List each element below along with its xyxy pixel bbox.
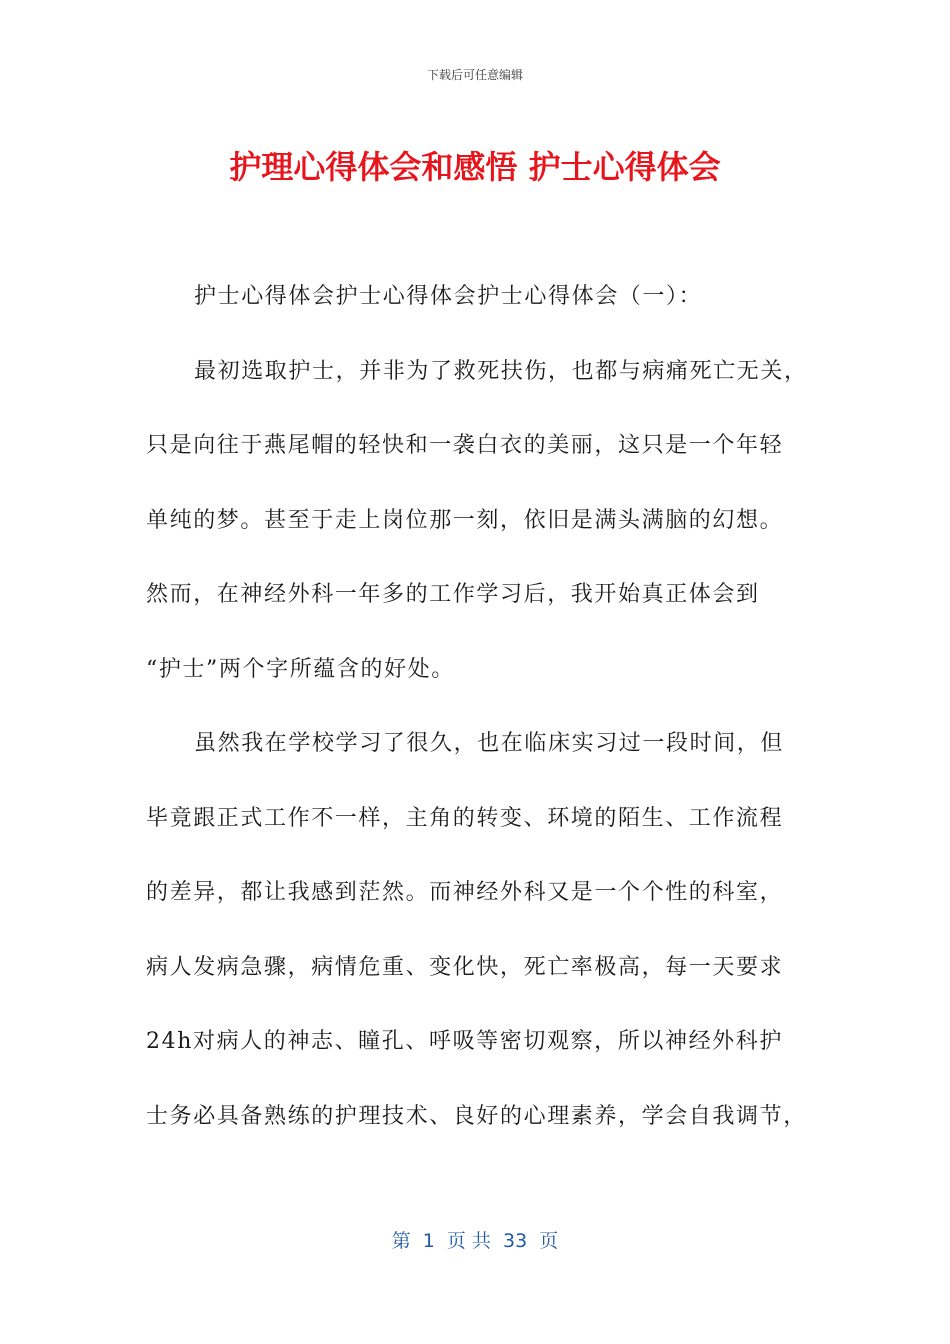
body-text (146, 270, 806, 1164)
paragraph-line: 单纯的梦。甚至于走上岗位那一刻，依旧是满头满脑的幻想。 (146, 507, 784, 533)
paragraph-line: 24h对病人的神志、瞳孔、呼吸等密切观察，所以神经外科护 (146, 1029, 783, 1054)
paragraph-line: 护士心得体会护士心得体会护士心得体会（一）： (194, 284, 703, 309)
paragraph-line: 只是向往于燕尾帽的轻快和一袭白衣的美丽，这只是一个年轻 (146, 433, 784, 458)
paragraph-line: 最初选取护士，并非为了救死扶伤，也都与病痛死亡无关， (194, 358, 808, 384)
paragraph-line: 毕竟跟正式工作不一样，主角的转变、环境的陌生、工作流程 (146, 805, 784, 831)
page-footer: 第 1 页 共 33 页 (391, 1230, 559, 1252)
paragraph-line: 病人发病急骤，病情危重、变化快，死亡率极高，每一天要求 (146, 954, 784, 980)
paragraph-line: 的差异，都让我感到茫然。而神经外科又是一个个性的科室， (146, 880, 784, 905)
document-title: 护理心得体会和感悟 护士心得体会 (229, 148, 721, 186)
paragraph-line: 士务必具备熟练的护理技术、良好的心理素养，学会自我调节， (146, 1103, 807, 1129)
paragraph-line: 虽然我在学校学习了很久，也在临床实习过一段时间，但 (194, 731, 785, 756)
header-note: 下载后可任意编辑 (426, 68, 523, 82)
paragraph-line: “护士”两个字所蕴含的好处。 (146, 656, 455, 682)
paragraph-line: 然而，在神经外科一年多的工作学习后，我开始真正体会到 (146, 582, 760, 607)
